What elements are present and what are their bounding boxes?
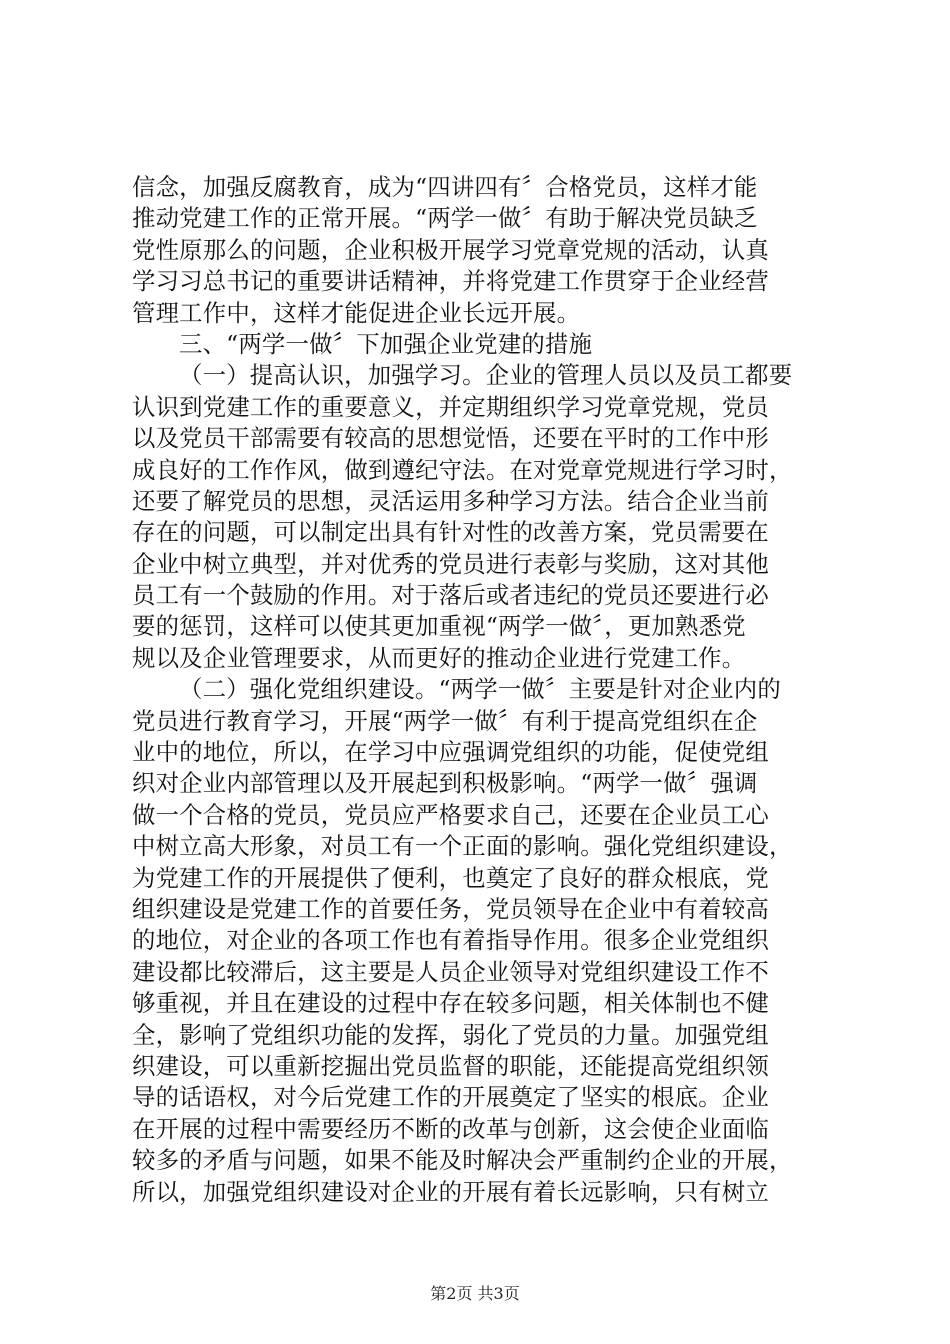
text-line: 员工有一个鼓励的作用。对于落后或者违纪的党员还要进行必 (132, 581, 769, 610)
text-line: 够重视，并且在建设的过程中存在较多问题，相关体制也不健 (132, 989, 769, 1018)
text-line: 较多的矛盾与问题，如果不能及时解决会严重制约企业的开展， (132, 1146, 793, 1175)
page-number: 第2页 共3页 (430, 1284, 520, 1303)
text-line: 以及党员干部需要有较高的思想觉悟，还要在平时的工作中形 (132, 424, 769, 453)
text-line: 还要了解党员的思想，灵活运用多种学习方法。结合企业当前 (132, 486, 769, 515)
text-line: 织建设，可以重新挖掘出党员监督的职能，还能提高党组织领 (132, 1051, 769, 1080)
text-line: 党性原那么的问题，企业积极开展学习党章党规的活动，认真 (132, 235, 769, 264)
text-line: 业中的地位，所以，在学习中应强调党组织的功能，促使党组 (132, 738, 769, 767)
text-line: 在开展的过程中需要经历不断的改革与创新，这会使企业面临 (132, 1114, 769, 1143)
text-line: （一）提高认识，加强学习。企业的管理人员以及员工都要 (179, 361, 793, 390)
text-line: 管理工作中，这样才能促进企业长远开展。 (132, 298, 581, 327)
text-line: 认识到党建工作的重要意义，并定期组织学习党章党规，党员 (132, 392, 769, 421)
text-line: 导的话语权，对今后党建工作的开展奠定了坚实的根底。企业 (132, 1083, 769, 1112)
text-line: 组织建设是党建工作的首要任务，党员领导在企业中有着较高 (132, 894, 769, 923)
text-line: 存在的问题，可以制定出具有针对性的改善方案，党员需要在 (132, 518, 769, 547)
section-heading: 三、“两学一做〞下加强企业党建的措施 (179, 329, 593, 358)
document-body (132, 172, 838, 1208)
text-line: 全，影响了党组织功能的发挥，弱化了党员的力量。加强党组 (132, 1020, 769, 1049)
text-line: 规以及企业管理要求，从而更好的推动企业进行党建工作。 (132, 643, 746, 672)
text-line: 建设都比较滞后，这主要是人员企业领导对党组织建设工作不 (132, 957, 769, 986)
text-line: 中树立高大形象，对员工有一个正面的影响。强化党组织建设， (132, 832, 793, 861)
text-line: 信念，加强反腐教育，成为“四讲四有〞合格党员，这样才能 (132, 173, 758, 201)
text-line: 为党建工作的开展提供了便利，也奠定了良好的群众根底，党 (132, 863, 769, 892)
text-line: 推动党建工作的正常开展。“两学一做〞有助于解决党员缺乏 (132, 204, 758, 233)
text-line: 企业中树立典型，并对优秀的党员进行表彰与奖励，这对其他 (132, 549, 769, 578)
text-line: （二）强化党组织建设。“两学一做〞主要是针对企业内的 (179, 675, 781, 704)
text-line: 做一个合格的党员，党员应严格要求自己，还要在企业员工心 (132, 800, 769, 829)
text-line: 学习习总书记的重要讲话精神，并将党建工作贯穿于企业经营 (132, 267, 769, 296)
text-line: 织对企业内部管理以及开展起到积极影响。“两学一做〞强调 (132, 769, 758, 798)
text-line: 所以，加强党组织建设对企业的开展有着长远影响，只有树立 (132, 1177, 769, 1206)
text-line: 的地位，对企业的各项工作也有着指导作用。很多企业党组织 (132, 926, 769, 955)
text-line: 成良好的工作作风，做到遵纪守法。在对党章党规进行学习时， (132, 455, 793, 484)
text-line: 要的惩罚，这样可以使其更加重视“两学一做〞，更加熟悉党 (132, 612, 746, 641)
text-line: 党员进行教育学习，开展“两学一做〞有利于提高党组织在企 (132, 706, 758, 735)
